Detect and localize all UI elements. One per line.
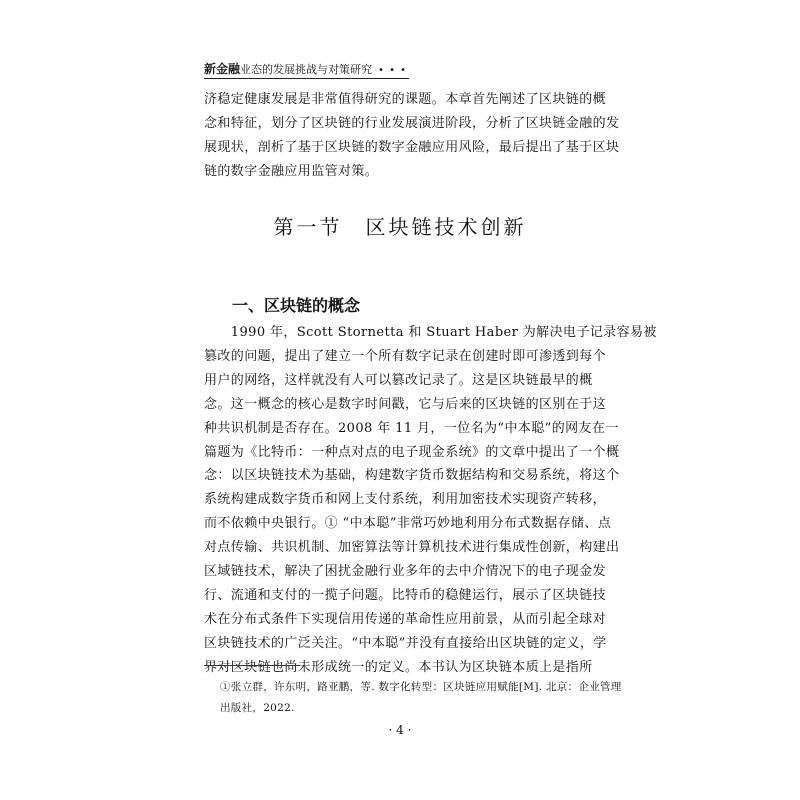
- text-line: 术在分布式条件下实现信用传递的革命性应用前景，从而引起全球对: [204, 611, 607, 627]
- text-line: 而不依赖中央银行。① “中本聪”非常巧妙地利用分布式数据存储、点: [204, 516, 612, 532]
- text-line: 用户的网络，这样就没有人可以篡改记录了。这是区块链最早的概: [204, 372, 593, 388]
- header-rule: [204, 78, 409, 79]
- text-line: 篡改的问题，提出了建立一个所有数字记录在创建时即可渗透到每个: [204, 348, 607, 364]
- header-dots: • • •: [378, 65, 408, 76]
- footnote-line: ①张立群，许东明，路亚鹏，等. 数字化转型：区块链应用赋能[M]. 北京：企业管理: [220, 681, 622, 693]
- text-line: 济稳定健康发展是非常值得研究的课题。本章首先阐述了区块链的概: [204, 92, 607, 107]
- text-line: 篇题为《比特币：一种点对点的电子现金系统》的文章中提出了一个概: [204, 444, 620, 460]
- text-line: 念：以区块链技术为基础，构建数字货币数据结构和交易系统，将这个: [204, 468, 620, 484]
- footnote: [220, 677, 622, 719]
- body-paragraph: [204, 321, 657, 680]
- text-line: 区块链技术的广泛关注。“中本聪”并没有直接给出区块链的定义，学: [204, 635, 607, 651]
- text-line: 系统构建成数字货币和网上支付系统，利用加密技术实现资产转移，: [204, 492, 607, 508]
- text-line: 链的数字金融应用监管对策。: [204, 163, 379, 179]
- text-line: 对点传输、共识机制、加密算法等计算机技术进行集成性创新，构建出: [204, 540, 620, 556]
- subsection-title: 一、区块链的概念: [232, 296, 361, 315]
- text-line: 种共识机制是否存在。2008 年 11 月，一位名为“中本聪”的网友在一: [204, 420, 619, 436]
- text-line: 行、流通和支付的一揽子问题。比特币的稳健运行，展示了区块链技: [204, 587, 607, 603]
- header-brand: 新金融: [204, 62, 241, 76]
- section-title: 第一节 区块链技术创新: [273, 215, 527, 239]
- footnote-rule: [204, 665, 300, 666]
- text-line: 念。这一概念的核心是数字时间戳，它与后来的区块链的区别在于这: [204, 396, 607, 412]
- text-line: 界对区块链也尚未形成统一的定义。本书认为区块链本质上是指所: [204, 659, 593, 675]
- page-number: · 4 ·: [388, 723, 412, 737]
- header-title: 业态的发展挑战与对策研究: [240, 63, 373, 76]
- intro-paragraph: [204, 88, 620, 184]
- text-line: 1990 年，Scott Stornetta 和 Stuart Haber 为解决电子记录容易被: [204, 325, 657, 340]
- footnote-line: 出版社，2022.: [220, 702, 295, 714]
- text-line: 念和特征，划分了区块链的行业发展演进阶段，分析了区块链金融的发: [204, 115, 620, 131]
- text-line: 区域链技术，解决了困扰金融行业多年的去中介情况下的电子现金发: [204, 564, 607, 580]
- text-line: 展现状，剖析了基于区块链的数字金融应用风险，最后提出了基于区块: [204, 139, 620, 155]
- running-header: [204, 60, 614, 78]
